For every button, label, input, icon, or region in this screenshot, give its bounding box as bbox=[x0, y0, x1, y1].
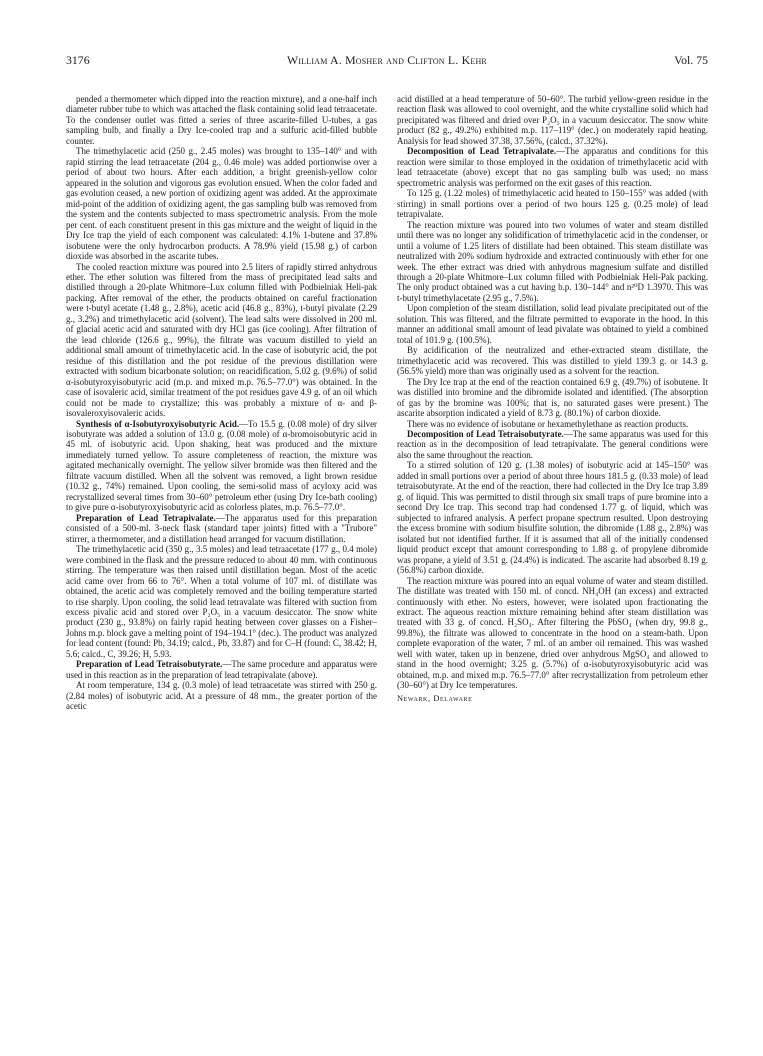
paragraph bbox=[397, 429, 708, 460]
paragraph-text: acid distilled at a head temperature of 50–60°. The turbid yellow-green residue in the reaction flask was allowed to cool overnight, and the white crystalline solid which had precipitated was filtered and dried over P₂O₅ in a vacuum desiccator. The snow white product (82 g., 49.2%) exhibited m.p. 117–119° (dec.) on moderately rapid heating. Analysis for lead showed 37.38, 37.56%, (calcd., 37.32%). bbox=[397, 94, 708, 146]
paragraph-text: At room temperature, 134 g. (0.3 mole) of lead tetraacetate was stirred with 250 g. (2.84 moles) of isobutyric acid. At a pressure of 48 mm., the greater portion of the acetic bbox=[66, 680, 377, 712]
paragraph bbox=[397, 94, 708, 146]
left-text-column bbox=[66, 94, 377, 1039]
paragraph-text: —The apparatus and conditions for this reaction were similar to those employed in the oxidation of trimethylacetic acid with lead tetraacetate (above) except that no gas sampling bulb was used; no mass spectrometric analysis was performed on the exit gases of this reaction. bbox=[397, 146, 708, 188]
paragraph-text: —The apparatus used for this preparation consisted of a 500-ml. 3-neck flask (standard taper joints) fitted with a "Trubore" stirrer, a thermometer, and a distillation head arranged for vacuum distillation. bbox=[66, 512, 377, 544]
paragraph-text: The reaction mixture was poured into two volumes of water and steam distilled until there was no longer any solidification of trimethylacetic acid in the condenser, or until a volume of 1.25 liters of distillate had been obtained. This steam distillate was neutralized with 20% sodium hydroxide and extracted continuously with ether for one week. The ether extract was dried with anhydrous magnesium sulfate and distilled through a 20-plate Whitmore–Lux column filled with Podbielniak Heli-Pak packing. The only product obtained was a cut having b.p. 130–144° and n²⁰D 1.3970. This was t-butyl trimethylacetate (2.95 g., 7.5%). bbox=[397, 219, 708, 303]
paragraph-text: The cooled reaction mixture was poured into 2.5 liters of rapidly stirred anhydrous ether. The ether solution was filtered from the mass of precipitated lead salts and distilled through a 20-plate Whitmore–Lux column filled with Podbielniak Heli-pak packing. After removal of the ether, the products obtained on careful fractionation were t-butyl acetate (1.48 g., 2.8%), acetic acid (46.8 g., 83%), t-butyl pivalate (2.29 g., 3.2%) and trimethylacetic acid (solvent). The lead salts were dissolved in 200 ml. of glacial acetic acid and saturated with dry HCl gas (ice cooling). After filtration of the lead chloride (126.6 g., 99%), the filtrate was vacuum distilled to yield an additional small amount of trimethylacetic acid. In the case of isobutyric acid, the pot residue of this distillation and the pot residue of the previous distillation were extracted with sodium bicarbonate solution; on reacidification, 5.02 g. (9.6%) of solid α-isobutyroxyisobutyric acid (m.p. and mixed m.p. 76.5–77.0°) was obtained. In the case of isovaleric acid, similar treatment of the pot residues gave 4.9 g. of an oil which could not be made to crystallize; this was probably a mixture of α- and β-isovaleroxyisovaleric acids. bbox=[66, 261, 377, 419]
paragraph-text: The trimethylacetic acid (250 g., 2.45 moles) was brought to 135–140° and with rapid stirring the lead tetraacetate (204 g., 0.46 mole) was added portionwise over a period of about two hours. After each addition, a bright greenish-yellow color appeared in the solution and vigorous gas evolution ensued. When the color faded and gas evolution ceased, a new portion of oxidizing agent was added. At the approximate mid-point of the addition of oxidizing agent, the gas sampling bulb was removed from the system and the contents subjected to mass spectrometric analysis. From the mole per cent. of each constituent present in this gas mixture and the weight of liquid in the Dry Ice trap the yield of each component was calculated: 4.1% 1-butene and 37.8% isobutene were the only hydrocarbon products. A 78.9% yield (15.98 g.) of carbon dioxide was absorbed in the ascarite tubes. bbox=[66, 146, 377, 262]
paragraph-text: There was no evidence of isobutane or hexamethylethane as reaction products. bbox=[407, 418, 689, 429]
page-number: 3176 bbox=[66, 53, 90, 67]
section-heading: Preparation of Lead Tetrapivalate. bbox=[76, 512, 216, 523]
section-heading: Decomposition of Lead Tetrapivalate. bbox=[407, 146, 557, 157]
section-heading: Preparation of Lead Tetraisobutyrate. bbox=[76, 659, 223, 670]
paragraph bbox=[397, 220, 708, 304]
paragraph bbox=[397, 460, 708, 575]
running-authors: William A. Mosher and Clifton L. Kehr bbox=[287, 53, 487, 67]
paragraph bbox=[66, 659, 377, 680]
right-text-column bbox=[397, 94, 708, 1039]
paragraph bbox=[397, 188, 708, 219]
paragraph-text: pended a thermometer which dipped into the reaction mixture), and a one-half inch diameter rubber tube to which was attached the flask containing solid lead tetraacetate. To the condenser outlet was fitted a series of three ascarite-filled U-tubes, a gas sampling bulb, and finally a Dry Ice-cooled trap and a sulfuric acid-filled bubble counter. bbox=[66, 94, 377, 146]
paragraph bbox=[397, 576, 708, 691]
paragraph bbox=[66, 419, 377, 513]
paragraph-text: The reaction mixture was poured into an equal volume of water and steam distilled. The distillate was treated with 150 ml. of concd. NH₄OH (an excess) and extracted continuously with ether. No esters, however, were isolated upon fractionating the extract. The aqueous reaction mixture remaining behind after steam distillation was treated with 33 g. of concd. H₂SO₄. After filtering the PbSO₄ (when dry, 99.8 g., 99.8%), the filtrate was allowed to concentrate in the hood on a steam-bath. Upon complete evaporation of the water, 7 ml. of an amber oil remained. This was washed well with water, taken up in benzene, dried over anhydrous MgSO₄ and allowed to stand in the hood overnight; 3.25 g. (5.7%) of α-isobutyroxyisobutyric acid was obtained, m.p. and mixed m.p. 76.5–77.0° after recrystallization from petroleum ether (30–60°) at Dry Ice temperatures. bbox=[397, 575, 708, 691]
paragraph bbox=[66, 544, 377, 659]
paragraph-text: Upon completion of the steam distillation, solid lead pivalate precipitated out of the solution. This was filtered, and the filtrate permitted to evaporate in the hood. In this manner an additional small amount of lead pivalate was obtained to yield a combined total of 101.9 g. (100.5%). bbox=[397, 303, 708, 345]
paragraph bbox=[66, 94, 377, 146]
paragraph bbox=[66, 513, 377, 544]
paragraph-text: To 125 g. (1.22 moles) of trimethylacetic acid heated to 150–155° was added (with stirring) in small portions over a period of two hours 125 g. (0.25 mole) of lead tetrapivalate. bbox=[397, 188, 708, 220]
paragraph bbox=[66, 262, 377, 419]
section-heading: Decomposition of Lead Tetraisobutyrate. bbox=[407, 429, 564, 439]
paragraph-text: By acidification of the neutralized and ether-extracted steam distillate, the trimethylacetic acid was recovered. This was distilled to yield 139.3 g. or 14.3 g. (56.5% yield) more than was originally used as a solvent for the reaction. bbox=[397, 345, 708, 377]
paragraph-text: —The same apparatus was used for this reaction as in the decomposition of lead tetrapivalate. The general conditions were also the same throughout the reaction. bbox=[397, 429, 708, 460]
paragraph bbox=[397, 345, 708, 376]
section-heading: Synthesis of α-Isobutyroxyisobutyric Acid. bbox=[76, 418, 240, 429]
paragraph-text: The trimethylacetic acid (350 g., 3.5 moles) and lead tetraacetate (177 g., 0.4 mole) were combined in the flask and the pressure reduced to about 40 mm. with continuous stirring. The temperature was then raised until distillation began. Most of the acetic acid came over from 66 to 76°. When a total volume of 107 ml. of distillate was obtained, the acetic acid was completely removed and the boiling temperature started to rise sharply. Upon cooling, the solid lead tetravalate was filtered with suction from excess pivalic acid and stored over P₂O₅ in a vacuum desiccator. The snow white product (230 g., 93.8%) on fairly rapid heating between cover glasses on a Fisher–Johns m.p. block gave a melting point of 194–194.1° (dec.). The product was analyzed for lead content (found: Pb, 34.19; calcd., Pb, 33.87) and for C–H (found: C, 38.42; H, 5.6; calcd., C, 39.26; H, 5.93. bbox=[66, 544, 377, 659]
running-header bbox=[66, 52, 708, 68]
affiliation-signature: Newark, Delaware bbox=[397, 693, 473, 703]
paragraph bbox=[66, 680, 377, 711]
paragraph-text: —To 15.5 g. (0.08 mole) of dry silver isobutyrate was added a solution of 13.0 g. (0.08 mole) of α-bromoisobutyric acid in 45 ml. of isobutyric acid. Upon shaking, heat was produced and the mixture immediately turned yellow. To assure completeness of reaction, the mixture was agitated mechanically overnight. The yellow silver bromide was then filtered and the filtrate vacuum distilled. When all the solvent was removed, a light brown residue (10.32 g., 74%) remained. Upon cooling, the semi-solid mass of acyloxy acid was recrystallized several times from 30–60° petroleum ether (using Dry Ice-bath cooling) to give pure α-isobutyroxyisobutyric acid as colorless plates, m.p. 76.5–77.0°. bbox=[66, 418, 377, 513]
paragraph-text: To a stirred solution of 120 g. (1.38 moles) of isobutyric acid at 145–150° was added in small portions over a period of about three hours 181.5 g. (0.33 mole) of lead tetraisobutyrate. At the end of the reaction, there had collected in the Dry Ice trap 3.89 g. of liquid. This was permitted to distil through six small traps of pure bromine into a second Dry Ice trap. This second trap had condensed 1.77 g. of liquid, which was subjected to infrared analysis. A perfect propane spectrum resulted. Upon destroying the excess bromine with sodium bisulfite solution, the dibromide (1.88 g., 2.8%) was isolated but not identified further. If it is assumed that all of the initially condensed liquid product except that amount corresponding to 1.88 g. of propylene dibromide was propane, a yield of 3.51 g. (24.4%) is indicated. The ascarite had absorbed 8.19 g. (56.8%) carbon dioxide. bbox=[397, 460, 708, 576]
paragraph bbox=[397, 377, 708, 419]
paragraph bbox=[66, 146, 377, 261]
paragraph bbox=[397, 303, 708, 345]
paragraph bbox=[397, 146, 708, 188]
paragraph-text: —The same procedure and apparatus were used in this reaction as in the preparation of lead tetrapivalate (above). bbox=[66, 659, 377, 680]
paragraph bbox=[397, 419, 708, 429]
volume-label: Vol. 75 bbox=[674, 53, 708, 67]
paragraph-text: The Dry Ice trap at the end of the reaction contained 6.9 g. (49.7%) of isobutene. It was distilled into bromine and the dibromide isolated and identified. (The absorption of gas by the bromine was 100%; that is, no saturated gases were present.) The ascarite absorption indicated a yield of 8.73 g. (80.1%) of carbon dioxide. bbox=[397, 376, 708, 419]
